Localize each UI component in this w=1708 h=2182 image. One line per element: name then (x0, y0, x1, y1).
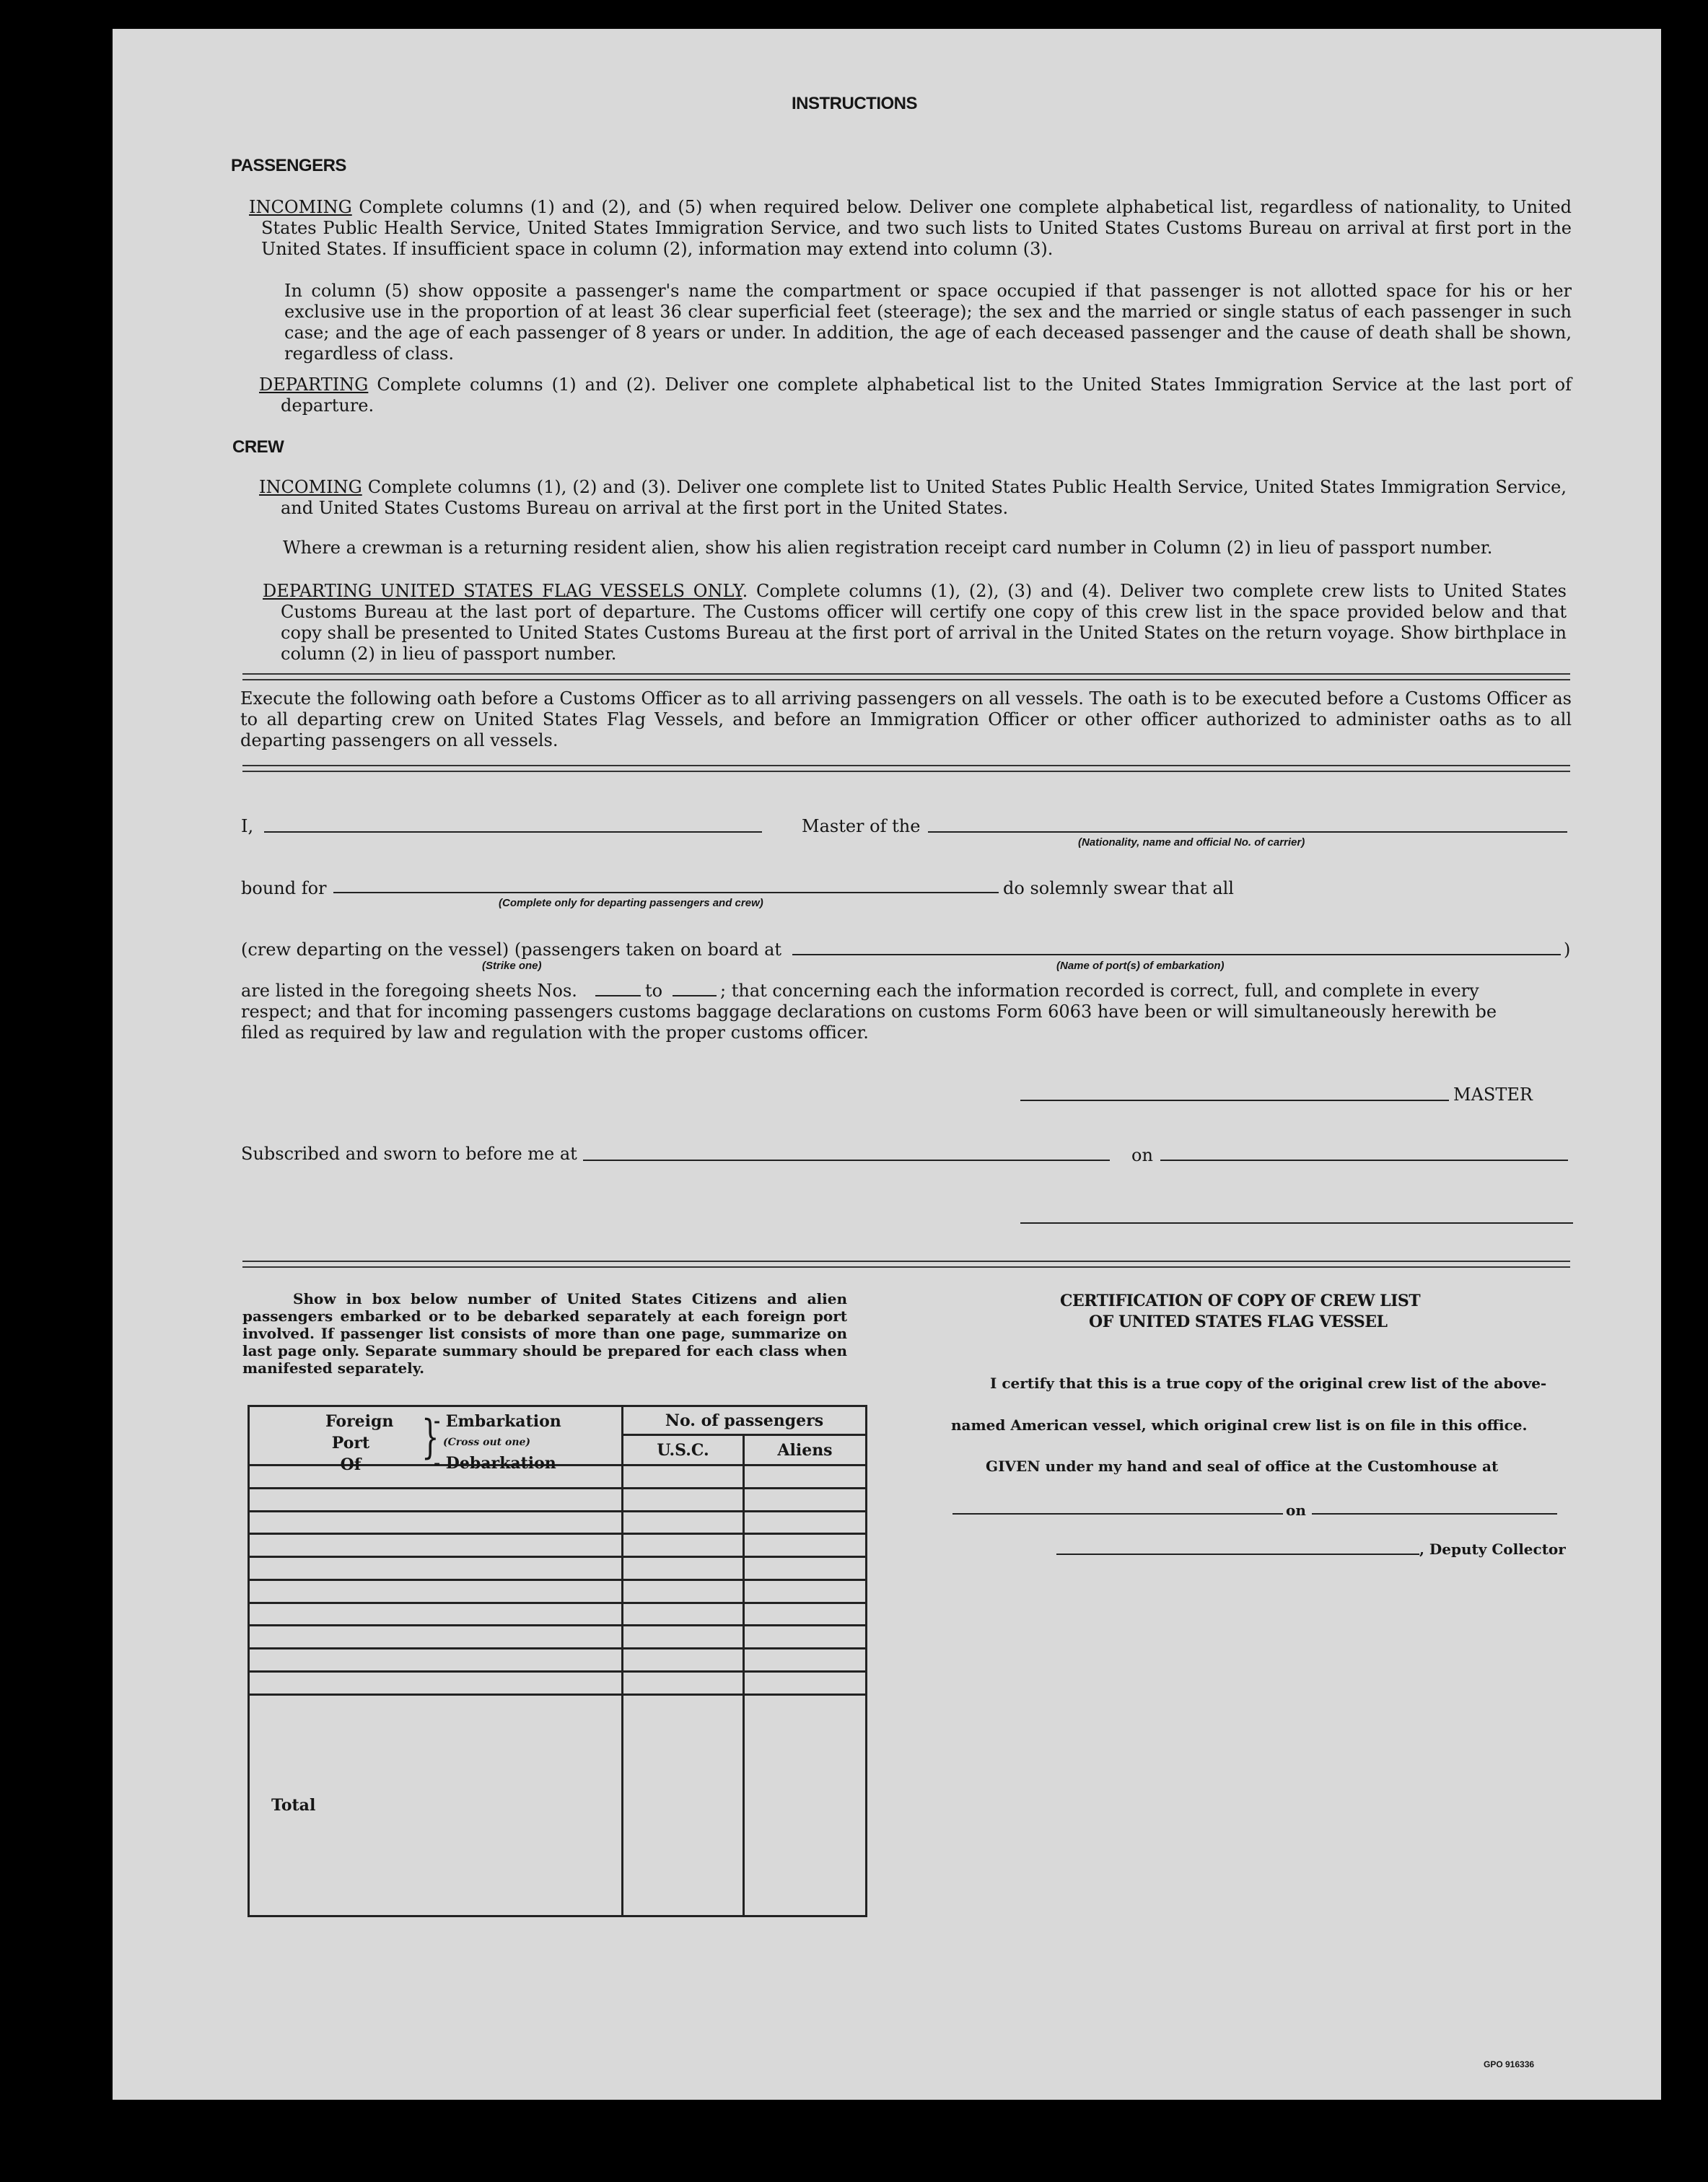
officer-signature-line[interactable] (1020, 1222, 1573, 1224)
passengers-column5-paragraph: In column (5) show opposite a passenger's name the compartment or space occupied if that passenger is not allotted space for his or her exclusive use in the proportion of at least 36 clear superficial feet (steerage); the sex and the married or single status of each passenger in such case; and the age of each passenger of 8 years or under. In addition, the age of each deceased passenger and the cause of death shall be shown, regardless of class. (284, 281, 1572, 364)
passengers-incoming-paragraph (249, 197, 1572, 260)
port-cell[interactable] (249, 1671, 623, 1694)
foreign-label: Foreign (325, 1412, 394, 1431)
total-row (249, 1694, 867, 1916)
certification-on-label: on (1286, 1502, 1306, 1519)
close-paren: ) (1564, 939, 1571, 960)
oath-i-label: I, (241, 816, 254, 836)
crew-departing-text: . Complete columns (1), (2), (3) and (4). Deliver two complete crew lists to United States Customs Bureau at the last port of departure. The Customs officer will certify one copy of this crew list in the space provided below and that copy shall be presented to United States Customs Bureau at the first port of arrival in the United States on the return voyage. Show birthplace in column (2) in lieu of passport number. (281, 581, 1567, 664)
aliens-cell[interactable] (744, 1626, 867, 1649)
usc-cell[interactable] (623, 1557, 744, 1580)
passengers-departing-label: DEPARTING (259, 374, 369, 395)
port-cell[interactable] (249, 1511, 623, 1534)
passengers-departing-text: Complete columns (1) and (2). Deliver one complete alphabetical list to the United States Immigration Service at the last port of departure. (281, 374, 1572, 416)
aliens-cell[interactable] (744, 1488, 867, 1511)
sheet-to-line[interactable] (673, 995, 717, 996)
master-label: MASTER (1453, 1085, 1533, 1105)
subscribed-text: Subscribed and sworn to before me at (241, 1144, 577, 1164)
usc-cell[interactable] (623, 1649, 744, 1672)
usc-cell[interactable] (623, 1671, 744, 1694)
table-row (249, 1534, 867, 1557)
usc-cell[interactable] (623, 1626, 744, 1649)
passengers-incoming-label: INCOMING (249, 197, 352, 217)
divider-double (242, 1261, 1570, 1268)
total-label: Total (249, 1694, 623, 1916)
form-page (113, 29, 1661, 2100)
port-cell[interactable] (249, 1579, 623, 1603)
table-row (249, 1626, 867, 1649)
usc-total-cell[interactable] (623, 1694, 744, 1916)
deputy-collector-label: , Deputy Collector (1419, 1541, 1566, 1558)
crew-heading: CREW (232, 437, 284, 457)
sheet-from-line[interactable] (595, 995, 641, 996)
divider-double (242, 673, 1570, 680)
divider-double (242, 765, 1570, 772)
port-cell[interactable] (249, 1603, 623, 1626)
crew-resident-text: Where a crewman is a returning resident alien, show his alien registration receipt card number in Column (2) in lieu of passport number. (283, 538, 1493, 558)
nationality-caption: (Nationality, name and official No. of carrier) (1078, 836, 1305, 849)
usc-cell[interactable] (623, 1534, 744, 1557)
sworn-place-line[interactable] (583, 1160, 1110, 1161)
strike-one-caption: (Strike one) (482, 960, 542, 972)
port-header-cell (249, 1406, 623, 1474)
crew-departing-text: (crew departing on the vessel) (passengers taken on board at (241, 939, 782, 960)
bound-for-label: bound for (241, 878, 327, 898)
table-row (249, 1603, 867, 1626)
brace-icon: } (421, 1411, 439, 1464)
ports-caption: (Name of port(s) of embarkation) (1056, 960, 1225, 972)
table-row (249, 1557, 867, 1580)
no-of-passengers-header: No. of passengers (623, 1406, 867, 1435)
sworn-date-line[interactable] (1160, 1160, 1568, 1161)
master-name-line[interactable] (264, 831, 762, 833)
embarkation-ports-line[interactable] (792, 954, 1561, 955)
certification-date-line[interactable] (1312, 1513, 1557, 1515)
aliens-cell[interactable] (744, 1511, 867, 1534)
usc-cell[interactable] (623, 1511, 744, 1534)
port-cell[interactable] (249, 1649, 623, 1672)
cross-out-caption: (Cross out one) (443, 1437, 531, 1448)
certification-heading-2: OF UNITED STATES FLAG VESSEL (1089, 1313, 1388, 1331)
passenger-summary-table (248, 1405, 867, 1917)
swear-text: do solemnly swear that all (1003, 878, 1234, 898)
passengers-departing-paragraph (259, 374, 1572, 416)
of-label: Of (340, 1455, 362, 1474)
listed-text-a: are listed in the foregoing sheets Nos. (241, 981, 577, 1001)
port-cell[interactable] (249, 1534, 623, 1557)
listed-to: to (645, 981, 663, 1001)
aliens-cell[interactable] (744, 1534, 867, 1557)
deputy-collector-line[interactable] (1056, 1554, 1419, 1555)
foreign-port-of (325, 1411, 394, 1476)
aliens-cell[interactable] (744, 1557, 867, 1580)
bound-caption: (Complete only for departing passengers and crew) (499, 897, 763, 909)
port-label: Port (331, 1434, 370, 1453)
table-header-row (249, 1406, 867, 1435)
crew-departing-paragraph (263, 581, 1567, 665)
master-signature-line[interactable] (1020, 1100, 1449, 1101)
table-row (249, 1671, 867, 1694)
usc-cell[interactable] (623, 1488, 744, 1511)
table-row (249, 1579, 867, 1603)
summary-instructions: Show in box below number of United States Citizens and alien passengers embarked or to be debarked separately at each foreign port involved. If passenger list consists of more than one page, summarize on last page only. Separate summary should be prepared for each class when manifested separately. (242, 1290, 847, 1377)
usc-header: U.S.C. (623, 1435, 744, 1465)
aliens-cell[interactable] (744, 1671, 867, 1694)
debarkation-label: - Debarkation (434, 1454, 556, 1473)
aliens-cell[interactable] (744, 1465, 867, 1489)
usc-cell[interactable] (623, 1579, 744, 1603)
crew-incoming-text: Complete columns (1), (2) and (3). Deliver one complete list to United States Public Health Service, United States Immigration Service, and United States Customs Bureau on arrival at the first port in the United States. (281, 477, 1567, 518)
customhouse-line[interactable] (952, 1513, 1283, 1515)
passengers-heading: PASSENGERS (231, 156, 346, 175)
usc-cell[interactable] (623, 1465, 744, 1489)
port-cell[interactable] (249, 1626, 623, 1649)
aliens-cell[interactable] (744, 1649, 867, 1672)
aliens-header: Aliens (744, 1435, 867, 1465)
certification-heading-1: CERTIFICATION OF COPY OF CREW LIST (1060, 1292, 1421, 1310)
aliens-cell[interactable] (744, 1579, 867, 1603)
page-title: INSTRUCTIONS (792, 94, 917, 113)
aliens-total-cell[interactable] (744, 1694, 867, 1916)
listed-text-d: filed as required by law and regulation with the proper customs officer. (241, 1022, 869, 1043)
passengers-incoming-text: Complete columns (1) and (2), and (5) when required below. Deliver one complete alphabetical list, regardless of nationality, to United States Public Health Service, United States Immigration Service, and two such lists to United States Customs Bureau on arrival at first port in the United States. If insufficient space in column (2), information may extend into column (3). (261, 197, 1572, 259)
aliens-cell[interactable] (744, 1603, 867, 1626)
crew-departing-label: DEPARTING UNITED STATES FLAG VESSELS ONLY (263, 581, 743, 601)
certification-line-1: I certify that this is a true copy of the original crew list of the above- (990, 1375, 1547, 1392)
gpo-code: GPO 916336 (1484, 2059, 1535, 2069)
certification-line-3: GIVEN under my hand and seal of office at the Customhouse at (986, 1458, 1499, 1475)
listed-text-b: ; that concerning each the information recorded is correct, full, and complete in every (720, 981, 1479, 1001)
sworn-on-label: on (1131, 1145, 1153, 1165)
table-row (249, 1488, 867, 1511)
usc-cell[interactable] (623, 1603, 744, 1626)
master-of-the-label: Master of the (802, 816, 921, 836)
port-cell[interactable] (249, 1488, 623, 1511)
port-cell[interactable] (249, 1557, 623, 1580)
table-row (249, 1649, 867, 1672)
certification-line-2: named American vessel, which original crew list is on file in this office. (951, 1416, 1528, 1434)
embarkation-label: - Embarkation (434, 1412, 561, 1431)
oath-intro-paragraph: Execute the following oath before a Customs Officer as to all arriving passengers on all vessels. The oath is to be executed before a Customs Officer as to all departing crew on United States Flag Vessels, and before an Immigration Officer or other officer authorized to administer oaths as to all departing passengers on all vessels. (240, 688, 1572, 750)
table-row (249, 1511, 867, 1534)
crew-incoming-label: INCOMING (259, 477, 362, 497)
listed-text-c: respect; and that for incoming passengers customs baggage declarations on customs Form 6063 have been or will simultaneously herewith be (241, 1002, 1497, 1022)
crew-incoming-paragraph (259, 477, 1567, 519)
